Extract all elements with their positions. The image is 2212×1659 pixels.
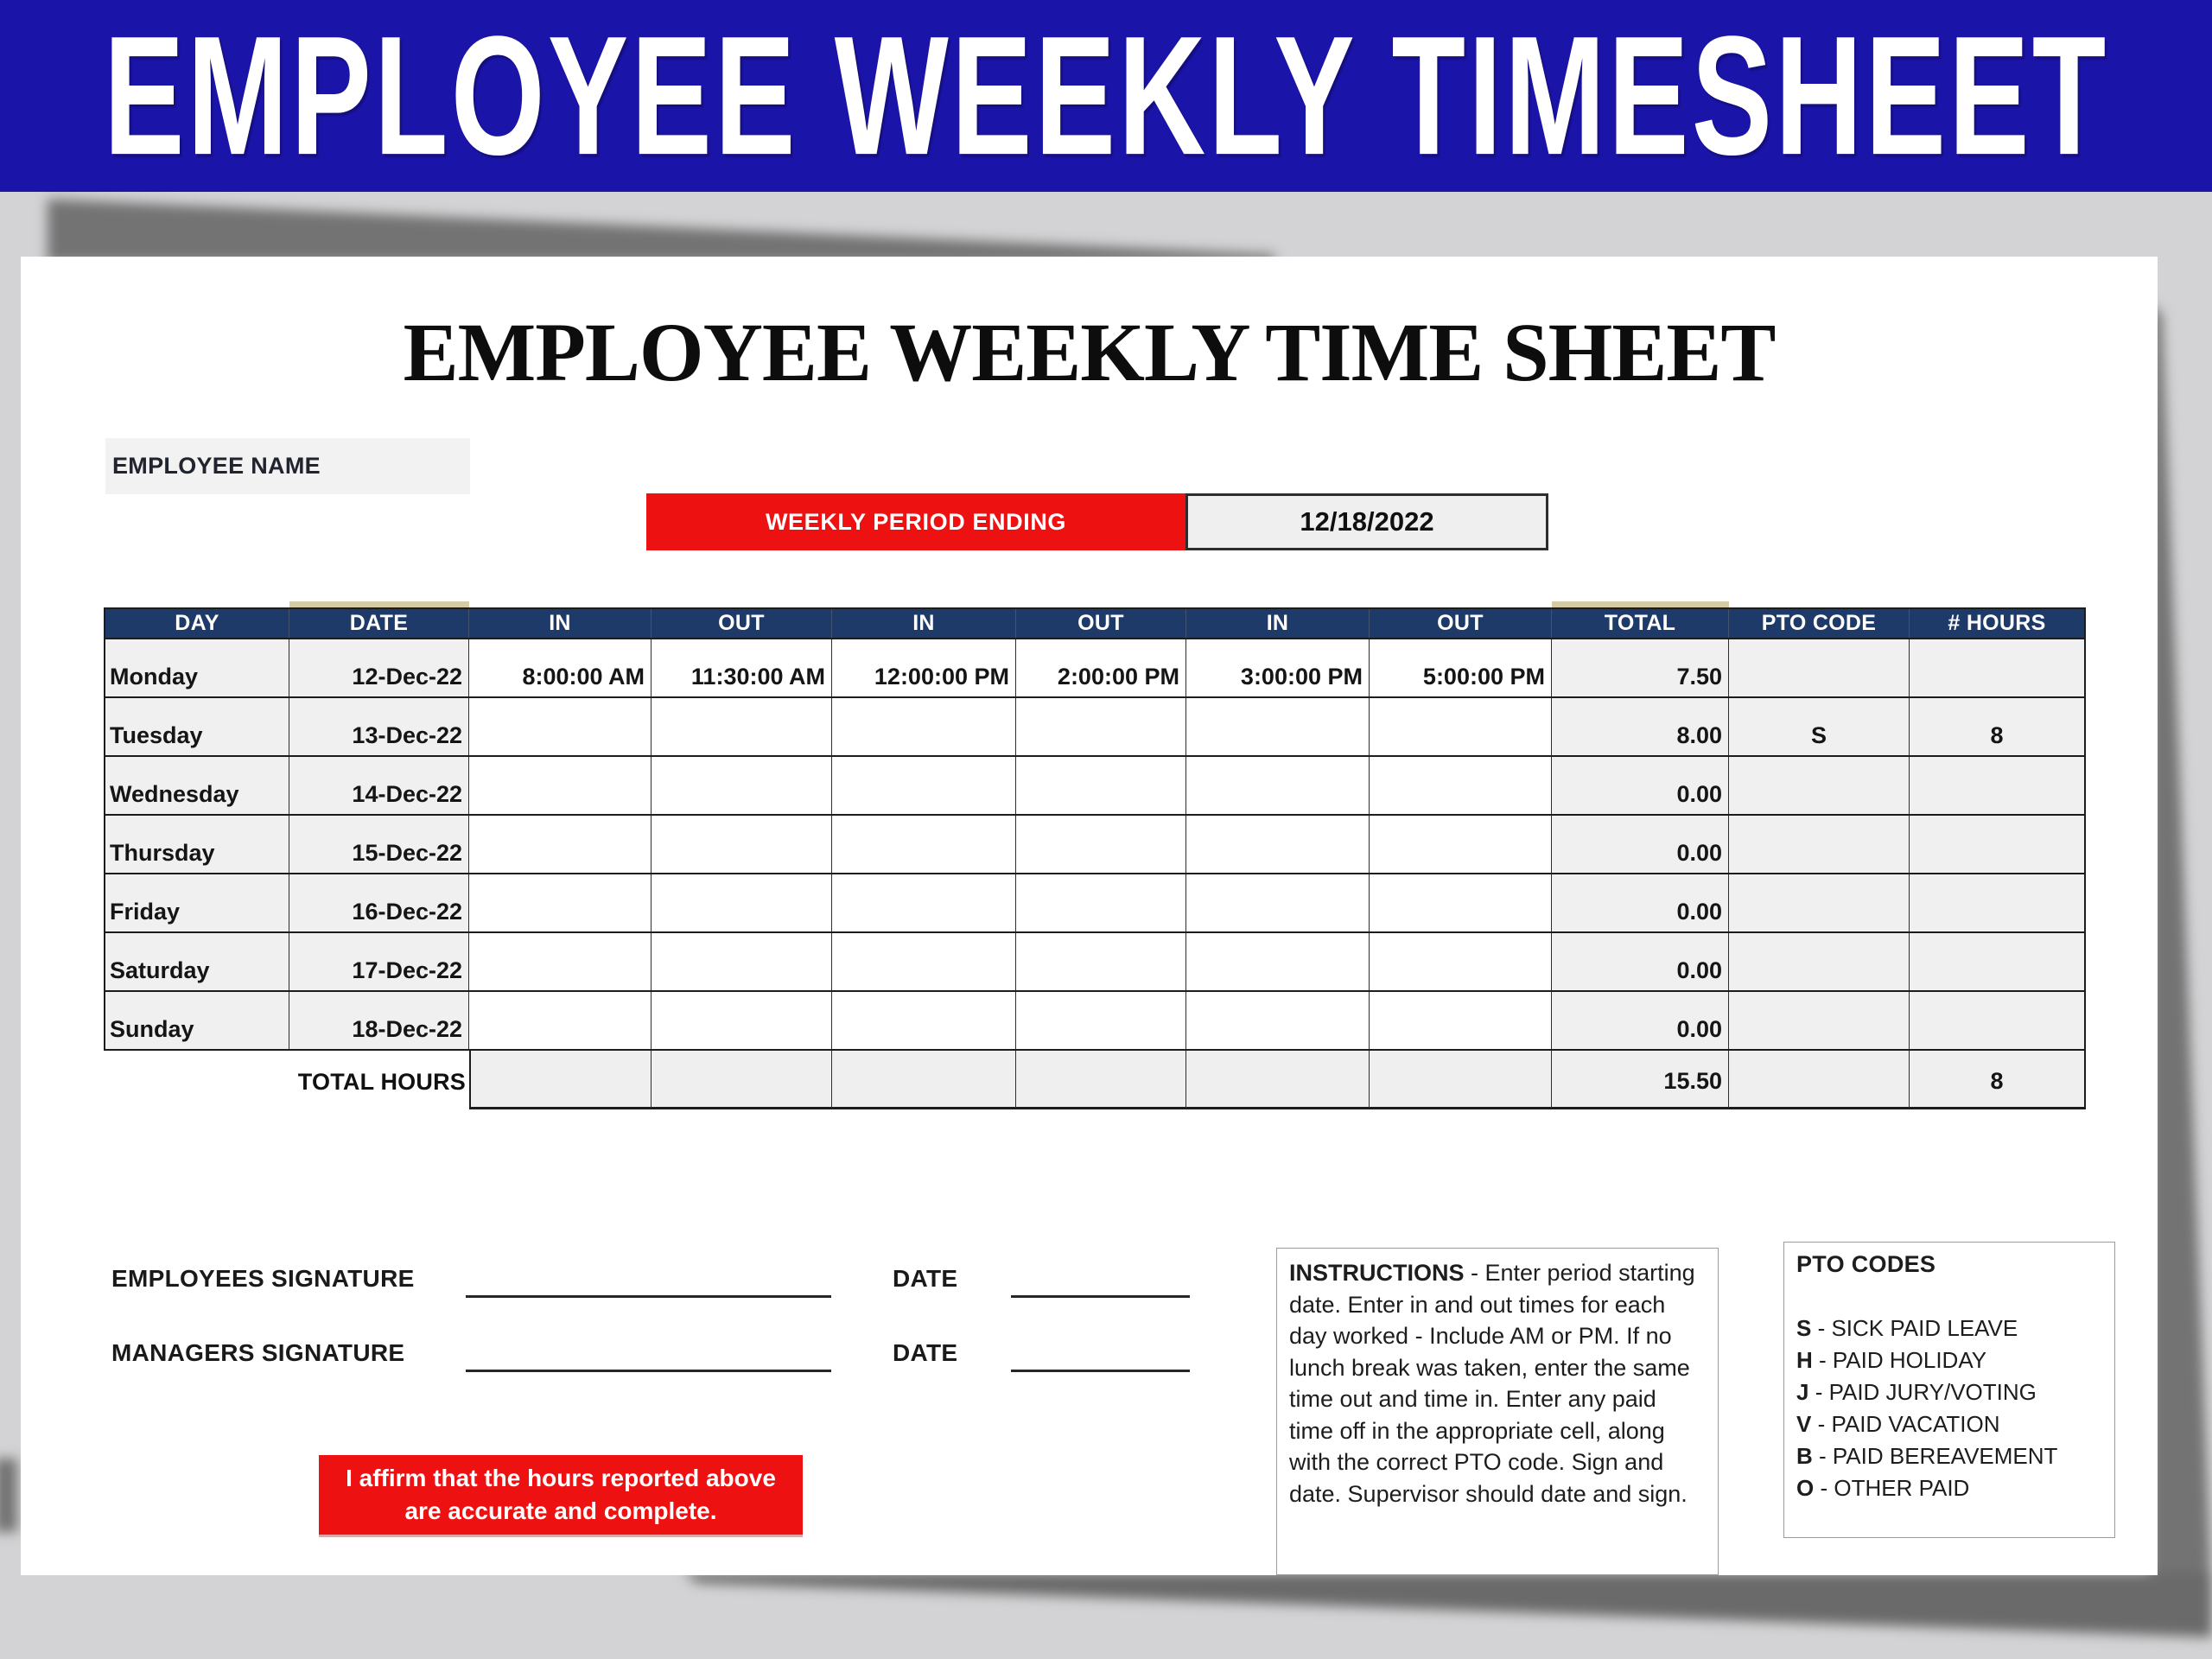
out-cell[interactable]: 2:00:00 PM — [1016, 639, 1186, 696]
out-cell[interactable] — [1016, 992, 1186, 1049]
in-cell[interactable] — [832, 992, 1016, 1049]
day-cell: Wednesday — [105, 757, 289, 814]
table-total-row — [104, 1051, 2086, 1109]
hours-cell[interactable] — [1910, 992, 2084, 1049]
pto-code-item — [1796, 1440, 2102, 1472]
out-cell[interactable] — [652, 874, 832, 931]
in-cell[interactable] — [832, 933, 1016, 990]
out-cell[interactable] — [1370, 874, 1552, 931]
weekly-period-ending-date-field[interactable]: 12/18/2022 — [1185, 493, 1548, 550]
manager-signature-line[interactable] — [466, 1370, 831, 1372]
pto-cell[interactable]: S — [1729, 698, 1910, 755]
out-cell[interactable]: 5:00:00 PM — [1370, 639, 1552, 696]
weekly-period-ending-label-box — [646, 493, 1185, 550]
employee-date-line[interactable] — [1011, 1295, 1190, 1298]
in-cell[interactable] — [469, 698, 652, 755]
day-cell: Saturday — [105, 933, 289, 990]
in-cell[interactable]: 12:00:00 PM — [832, 639, 1016, 696]
out-cell[interactable] — [1370, 698, 1552, 755]
out-cell[interactable] — [1016, 933, 1186, 990]
table-row-sunday — [104, 992, 2086, 1051]
total-row-cell — [832, 1051, 1016, 1109]
pto-code-separator: - — [1811, 1411, 1832, 1437]
out-cell[interactable] — [1016, 698, 1186, 755]
total-cell: 0.00 — [1552, 992, 1729, 1049]
pto-cell[interactable] — [1729, 874, 1910, 931]
pto-code-letter: H — [1796, 1347, 1813, 1373]
total-row-cell — [1186, 1051, 1370, 1109]
out-cell[interactable] — [1016, 874, 1186, 931]
hours-cell[interactable] — [1910, 816, 2084, 873]
weekly-period-ending-label: WEEKLY PERIOD ENDING — [765, 508, 1067, 535]
total-cell: 0.00 — [1552, 757, 1729, 814]
pto-code-separator: - — [1812, 1443, 1833, 1469]
col-header-in-3: IN — [1186, 609, 1370, 638]
total-cell: 0.00 — [1552, 874, 1729, 931]
in-cell[interactable] — [832, 698, 1016, 755]
total-cell: 0.00 — [1552, 933, 1729, 990]
total-hours-cell: 8 — [1910, 1051, 2086, 1109]
total-cell: 0.00 — [1552, 816, 1729, 873]
pto-code-separator: - — [1811, 1315, 1832, 1341]
total-row-cell — [1370, 1051, 1552, 1109]
date-cell: 13-Dec-22 — [289, 698, 469, 755]
out-cell[interactable] — [1016, 757, 1186, 814]
date-cell: 12-Dec-22 — [289, 639, 469, 696]
table-row-thursday — [104, 816, 2086, 874]
instructions-body: - Enter period starting date. Enter in and out times for each day worked - Include AM or PM. If no lunch break was taken, enter the same time out and time in. Enter any paid time off in the appropriate cell, along with the correct PTO code. Sign and date. Supervisor should date and sign. — [1289, 1260, 1695, 1507]
pto-cell[interactable] — [1729, 639, 1910, 696]
total-row-cell — [469, 1051, 652, 1109]
hours-cell[interactable] — [1910, 639, 2084, 696]
out-cell[interactable] — [1370, 933, 1552, 990]
hours-cell[interactable] — [1910, 874, 2084, 931]
date-cell: 17-Dec-22 — [289, 933, 469, 990]
day-cell: Thursday — [105, 816, 289, 873]
in-cell[interactable] — [1186, 992, 1370, 1049]
col-header-day: DAY — [105, 609, 289, 638]
out-cell[interactable] — [652, 757, 832, 814]
instructions-box — [1276, 1248, 1719, 1575]
pto-code-letter: V — [1796, 1411, 1812, 1437]
day-cell: Friday — [105, 874, 289, 931]
total-cell: 7.50 — [1552, 639, 1729, 696]
in-cell[interactable] — [469, 874, 652, 931]
manager-date-line[interactable] — [1011, 1370, 1190, 1372]
hours-cell[interactable]: 8 — [1910, 698, 2084, 755]
date-cell: 16-Dec-22 — [289, 874, 469, 931]
table-row-monday — [104, 639, 2086, 698]
total-row-spacer — [104, 1051, 289, 1109]
employee-name-label: EMPLOYEE NAME — [112, 453, 321, 479]
employee-date-label: DATE — [893, 1265, 958, 1292]
pto-code-item — [1796, 1313, 2102, 1344]
pto-code-label: PAID VACATION — [1831, 1411, 2000, 1437]
pto-cell[interactable] — [1729, 816, 1910, 873]
table-row-friday — [104, 874, 2086, 933]
pto-code-label: PAID BEREAVEMENT — [1832, 1443, 2058, 1469]
instructions-title: INSTRUCTIONS — [1289, 1260, 1465, 1286]
col-header-out-2: OUT — [1016, 609, 1186, 638]
affirmation-text: I affirm that the hours reported above are accurate and complete. — [346, 1465, 776, 1524]
in-cell[interactable] — [1186, 933, 1370, 990]
out-cell[interactable] — [652, 933, 832, 990]
col-header-in-1: IN — [469, 609, 652, 638]
pto-code-letter: J — [1796, 1379, 1809, 1405]
pto-codes-title: PTO CODES — [1796, 1251, 1936, 1277]
sheet-title: EMPLOYEE WEEKLY TIME SHEET — [403, 306, 1776, 398]
day-cell: Monday — [105, 639, 289, 696]
hours-cell[interactable] — [1910, 933, 2084, 990]
in-cell[interactable] — [1186, 698, 1370, 755]
manager-signature-label: MANAGERS SIGNATURE — [111, 1339, 405, 1366]
date-cell: 15-Dec-22 — [289, 816, 469, 873]
table-header-row — [104, 607, 2086, 639]
in-cell[interactable] — [832, 874, 1016, 931]
employee-signature-line[interactable] — [466, 1295, 831, 1298]
total-pto-cell — [1729, 1051, 1910, 1109]
affirmation-banner — [319, 1455, 803, 1535]
out-cell[interactable]: 11:30:00 AM — [652, 639, 832, 696]
banner — [0, 0, 2212, 192]
pto-code-item — [1796, 1408, 2102, 1440]
pto-code-letter: B — [1796, 1443, 1813, 1469]
col-header-date: DATE — [289, 609, 469, 638]
in-cell[interactable] — [469, 992, 652, 1049]
pto-code-separator: - — [1812, 1347, 1833, 1373]
employee-name-field[interactable] — [105, 438, 470, 494]
pto-code-label: PAID HOLIDAY — [1832, 1347, 1987, 1373]
employee-signature-label: EMPLOYEES SIGNATURE — [111, 1265, 415, 1292]
pto-code-letter: S — [1796, 1315, 1812, 1341]
manager-date-label: DATE — [893, 1339, 958, 1366]
total-hours-label: TOTAL HOURS — [297, 1069, 466, 1095]
in-cell[interactable]: 3:00:00 PM — [1186, 639, 1370, 696]
pto-code-item — [1796, 1344, 2102, 1376]
pto-codes-box — [1783, 1242, 2115, 1538]
in-cell[interactable] — [1186, 757, 1370, 814]
pto-code-label: PAID JURY/VOTING — [1828, 1379, 2037, 1405]
col-header-pto-code: PTO CODE — [1729, 609, 1910, 638]
grand-total-cell: 15.50 — [1552, 1051, 1729, 1109]
in-cell[interactable] — [469, 757, 652, 814]
date-cell: 18-Dec-22 — [289, 992, 469, 1049]
pto-cell[interactable] — [1729, 992, 1910, 1049]
day-cell: Tuesday — [105, 698, 289, 755]
out-cell[interactable] — [1016, 816, 1186, 873]
table-row-wednesday — [104, 757, 2086, 816]
pto-code-item — [1796, 1472, 2102, 1504]
date-cell: 14-Dec-22 — [289, 757, 469, 814]
pto-code-label: OTHER PAID — [1834, 1475, 1970, 1501]
pto-cell[interactable] — [1729, 757, 1910, 814]
pto-code-item — [1796, 1376, 2102, 1408]
out-cell[interactable] — [1370, 992, 1552, 1049]
banner-title: EMPLOYEE WEEKLY TIMESHEET — [103, 1, 2109, 191]
timesheet-table — [104, 607, 2086, 1109]
in-cell[interactable] — [469, 933, 652, 990]
pto-cell[interactable] — [1729, 933, 1910, 990]
total-cell: 8.00 — [1552, 698, 1729, 755]
pto-code-separator: - — [1808, 1379, 1829, 1405]
out-cell[interactable] — [1370, 757, 1552, 814]
table-row-saturday — [104, 933, 2086, 992]
out-cell[interactable] — [1370, 816, 1552, 873]
in-cell[interactable] — [1186, 874, 1370, 931]
pto-codes-list — [1796, 1313, 2102, 1504]
col-header-out-3: OUT — [1370, 609, 1552, 638]
out-cell[interactable] — [652, 992, 832, 1049]
in-cell[interactable] — [832, 816, 1016, 873]
col-header-total: TOTAL — [1552, 609, 1729, 638]
total-row-cell — [1016, 1051, 1186, 1109]
pto-code-letter: O — [1796, 1475, 1815, 1501]
in-cell[interactable] — [469, 816, 652, 873]
col-header-hours: # HOURS — [1948, 611, 2046, 635]
day-cell: Sunday — [105, 992, 289, 1049]
in-cell[interactable] — [832, 757, 1016, 814]
col-header-in-2: IN — [832, 609, 1016, 638]
total-row-cell — [652, 1051, 832, 1109]
hours-cell[interactable] — [1910, 757, 2084, 814]
pto-code-separator: - — [1814, 1475, 1834, 1501]
in-cell[interactable]: 8:00:00 AM — [469, 639, 652, 696]
in-cell[interactable] — [1186, 816, 1370, 873]
pto-code-label: SICK PAID LEAVE — [1831, 1315, 2018, 1341]
col-header-out-1: OUT — [652, 609, 832, 638]
out-cell[interactable] — [652, 698, 832, 755]
table-row-tuesday — [104, 698, 2086, 757]
out-cell[interactable] — [652, 816, 832, 873]
